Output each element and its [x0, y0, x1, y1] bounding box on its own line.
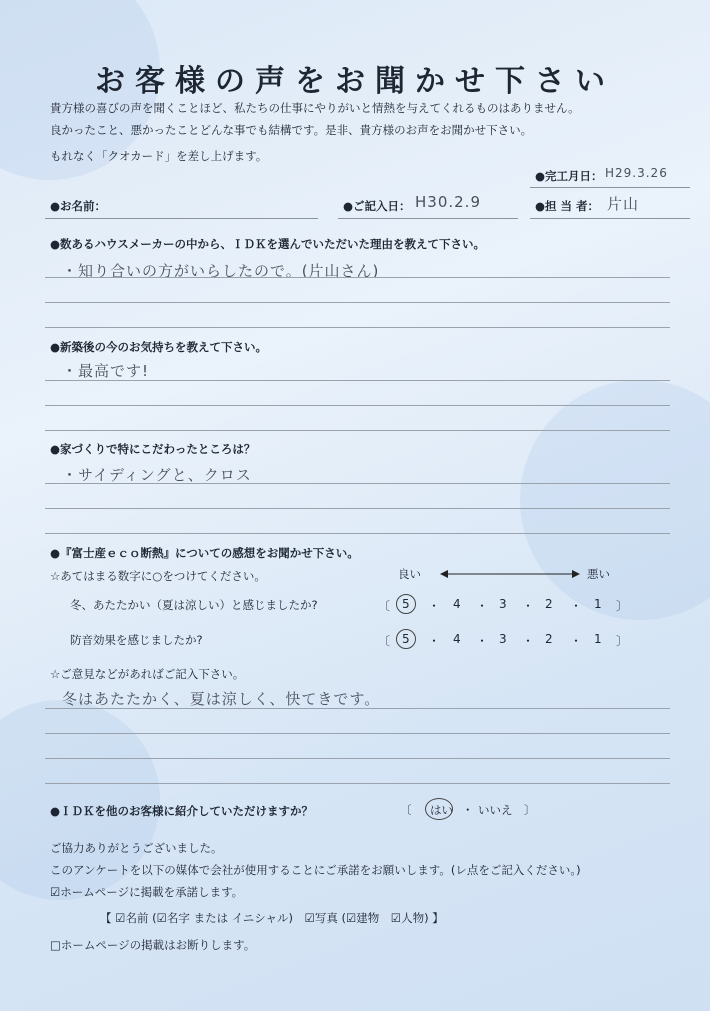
name-underline — [45, 218, 318, 219]
question-4-instruction: ☆あてはまる数字に○をつけてください。 — [50, 569, 266, 583]
scale-dot: ・ — [522, 599, 535, 613]
question-1-answer[interactable]: ・知り合いの方がいらしたので。(片山さん) — [62, 262, 380, 280]
scale-option-3[interactable]: 3 — [499, 632, 507, 646]
selected-circle-mark — [396, 629, 416, 649]
answer-line — [45, 302, 670, 303]
page-title: お客様の声をお聞かせ下さい — [95, 64, 615, 99]
question-3-answer[interactable]: ・サイディングと、クロス — [62, 466, 252, 484]
scale-dot: ・ — [570, 634, 583, 648]
referral-no-option[interactable]: いいえ — [478, 803, 513, 817]
scale-bracket-close: 〕 — [616, 599, 629, 613]
scale-bracket-close: 〕 — [616, 634, 629, 648]
answer-line — [45, 277, 670, 278]
staff-underline — [530, 218, 690, 219]
scale-dot: ・ — [428, 634, 441, 648]
answer-line — [45, 783, 670, 784]
bracket-close: 〕 — [524, 803, 536, 817]
closing-thanks: ご協力ありがとうございました。 — [50, 841, 223, 855]
scale-option-5[interactable]: 5 — [402, 597, 410, 611]
completion-date-value[interactable]: H29.3.26 — [605, 166, 668, 180]
scale-option-1[interactable]: 1 — [594, 632, 602, 646]
question-2-answer[interactable]: ・最高です! — [62, 362, 150, 380]
intro-line: もれなく「クオカード」を差し上げます。 — [50, 149, 268, 163]
question-6-label: ●ＩＤＫを他のお客様に紹介していただけますか？ — [50, 804, 314, 818]
bracket-open: 〔 — [400, 803, 412, 817]
scale-option-2[interactable]: 2 — [545, 597, 553, 611]
consent-options[interactable]: 【 ☑名前 (☑名字 または イニシャル) ☑写真 (☑建物 ☑人物) 】 — [100, 911, 444, 925]
answer-line — [45, 327, 670, 328]
question-5-answer[interactable]: 冬はあたたかく、夏は涼しく、快てきです。 — [62, 690, 381, 708]
scale-dot: ・ — [428, 599, 441, 613]
rating-question-warmth: 冬、あたたかい（夏は涼しい）と感じましたか? — [70, 598, 318, 612]
scale-arrow-icon — [440, 568, 580, 580]
consent-decline-checkbox[interactable]: □ホームページの掲載はお断りします。 — [50, 938, 256, 952]
question-1-label: ●数あるハウスメーカーの中から、ＩＤＫを選んでいただいた理由を教えて下さい。 — [50, 237, 485, 251]
scale-bad-label: 悪い — [587, 567, 610, 581]
scale-option-4[interactable]: 4 — [453, 597, 461, 611]
answer-line — [45, 380, 670, 381]
completion-date-underline — [530, 187, 690, 188]
rating-scale-soundproof[interactable] — [378, 632, 628, 650]
question-4-label: ●『富士産ｅｃｏ断熱』についての感想をお聞かせ下さい。 — [50, 546, 359, 560]
scale-dot: ・ — [522, 634, 535, 648]
choice-separator: ・ — [462, 803, 474, 817]
scale-option-5[interactable]: 5 — [402, 632, 410, 646]
background-decoration — [520, 380, 710, 620]
staff-value[interactable]: 片山 — [607, 195, 640, 213]
scale-dot: ・ — [570, 599, 583, 613]
entry-date-value[interactable]: H30.2.9 — [415, 193, 481, 211]
scale-dot: ・ — [476, 634, 489, 648]
question-3-label: ●家づくりで特にこだわったところは？ — [50, 442, 256, 456]
question-2-label: ●新築後の今のお気持ちを教えて下さい。 — [50, 340, 268, 354]
staff-label: ●担 当 者： — [535, 199, 600, 213]
referral-choice[interactable] — [400, 802, 540, 822]
selected-circle-mark — [425, 798, 453, 820]
scale-option-3[interactable]: 3 — [499, 597, 507, 611]
answer-line — [45, 508, 670, 509]
answer-line — [45, 430, 670, 431]
scale-option-1[interactable]: 1 — [594, 597, 602, 611]
scale-option-2[interactable]: 2 — [545, 632, 553, 646]
answer-line — [45, 708, 670, 709]
answer-line — [45, 483, 670, 484]
consent-approve-checkbox[interactable]: ☑ホームページに掲載を承諾します。 — [50, 885, 244, 899]
completion-date-label: ●完工月日： — [535, 169, 603, 183]
scale-good-label: 良い — [398, 567, 421, 581]
scale-dot: ・ — [476, 599, 489, 613]
answer-line — [45, 758, 670, 759]
scale-bracket-open: 〔 — [378, 599, 391, 613]
question-5-label: ☆ご意見などがあればご記入下さい。 — [50, 667, 245, 681]
name-field[interactable] — [110, 195, 310, 213]
intro-line: 貴方様の喜びの声を聞くことほど、私たちの仕事にやりがいと情熱を与えてくれるものはありません。 — [50, 101, 580, 115]
scale-option-4[interactable]: 4 — [453, 632, 461, 646]
answer-line — [45, 405, 670, 406]
intro-line: 良かったこと、悪かったことどんな事でも結構です。是非、貴方様のお声をお聞かせ下さい。 — [50, 123, 533, 137]
name-label: ●お名前： — [50, 199, 107, 213]
entry-date-underline — [338, 218, 518, 219]
closing-consent-request: このアンケートを以下の媒体で会社が使用することにご承諾をお願いします。(レ点をご記入ください。) — [50, 863, 581, 877]
answer-line — [45, 533, 670, 534]
scale-bracket-open: 〔 — [378, 634, 391, 648]
selected-circle-mark — [396, 594, 416, 614]
referral-yes-option[interactable]: はい — [430, 803, 453, 817]
rating-question-soundproof: 防音効果を感じましたか? — [70, 633, 203, 647]
entry-date-label: ●ご記入日： — [343, 199, 411, 213]
rating-scale-warmth[interactable] — [378, 597, 628, 615]
answer-line — [45, 733, 670, 734]
